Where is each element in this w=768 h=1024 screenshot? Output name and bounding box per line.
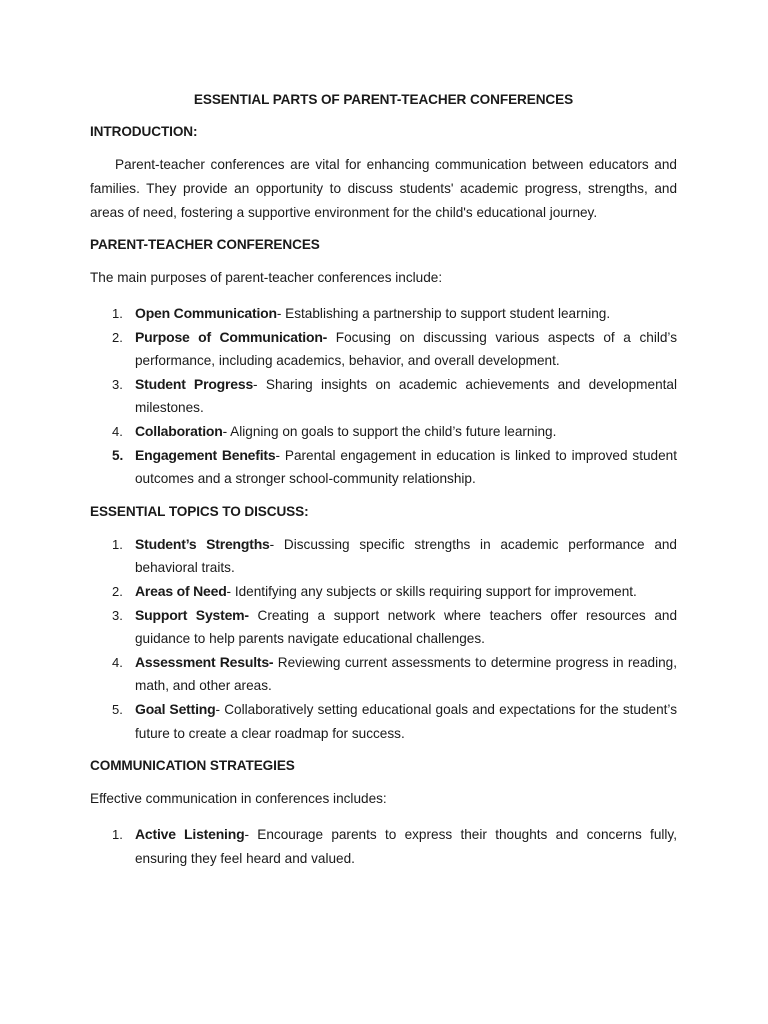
list-item [90, 533, 677, 580]
list-number: 5. [112, 701, 123, 717]
list-number: 1. [112, 827, 123, 843]
list-term: Active Listening [135, 826, 245, 843]
topics-heading: ESSENTIAL TOPICS TO DISCUSS: [90, 503, 309, 519]
list-item [90, 444, 677, 491]
list-term: Collaboration [135, 422, 223, 439]
list-text: - Encourage parents to express their thoughts and concerns fully, ensuring they feel heard and valued. [135, 827, 678, 866]
list-text: Creating a support network where teachers offer resources and guidance to help parents navigate educational challenges. [135, 607, 678, 647]
ptc-heading: PARENT-TEACHER CONFERENCES [90, 237, 320, 252]
document-title: ESSENTIAL PARTS OF PARENT-TEACHER CONFERENCES [193, 92, 574, 107]
list-number: 5. [112, 447, 124, 463]
list-item [90, 302, 677, 326]
communication-intro: Effective communication in conferences includes: [90, 791, 387, 807]
list-term: Purpose of Communication- [135, 328, 328, 345]
list-number: 4. [112, 654, 123, 670]
ptc-list [90, 302, 677, 491]
list-term: Student Progress [135, 375, 254, 392]
list-term: Engagement Benefits [135, 446, 276, 463]
list-item [90, 698, 677, 745]
list-item [90, 326, 677, 373]
list-number: 1. [112, 536, 123, 552]
list-text: Reviewing current assessments to determine progress in reading, math, and other areas. [135, 654, 677, 694]
list-item [90, 580, 677, 604]
introduction-paragraph: Parent-teacher conferences are vital for enhancing communication between educators and families. They provide an opportunity to discuss students' academic progress, strengths, and areas of need, fostering a supportive environment for the child's educational journey. [90, 157, 677, 220]
ptc-intro: The main purposes of parent-teacher conferences include: [90, 270, 443, 285]
list-number: 4. [112, 423, 123, 439]
list-item [90, 604, 677, 651]
list-number: 2. [112, 583, 123, 599]
list-item [90, 823, 677, 870]
list-number: 2. [112, 329, 123, 345]
list-text: - Collaboratively setting educational goals and expectations for the student’s future to create a clear roadmap for success. [135, 701, 677, 741]
list-term: Assessment Results- [135, 653, 274, 670]
list-item [90, 420, 677, 444]
list-text: Focusing on discussing various aspects of a child’s performance, including academics, behavior, and overall development. [135, 329, 678, 369]
list-number: 3. [112, 376, 123, 392]
introduction-heading: INTRODUCTION: [90, 124, 198, 139]
list-term: Student’s Strengths [135, 535, 270, 552]
list-item [90, 651, 677, 698]
list-text: - Identifying any subjects or skills requiring support for improvement. [226, 583, 637, 599]
list-text: - Discussing specific strengths in academic performance and behavioral traits. [135, 536, 677, 576]
list-number: 3. [112, 607, 123, 623]
topics-list [90, 533, 677, 745]
list-term: Support System- [135, 606, 249, 623]
list-term: Goal Setting [135, 700, 216, 717]
list-text: - Establishing a partnership to support student learning. [276, 306, 611, 321]
communication-heading: COMMUNICATION STRATEGIES [90, 758, 295, 774]
list-text: - Parental engagement in education is linked to improved student outcomes and a stronger school-community relationship. [135, 447, 677, 487]
list-term: Open Communication [135, 305, 277, 321]
list-text: - Sharing insights on academic achievements and developmental milestones. [135, 376, 677, 416]
list-term: Areas of Need [135, 582, 227, 599]
list-item [90, 373, 677, 420]
communication-list [90, 823, 677, 870]
list-text: - Aligning on goals to support the child’s future learning. [222, 423, 557, 439]
list-number: 1. [112, 306, 123, 321]
